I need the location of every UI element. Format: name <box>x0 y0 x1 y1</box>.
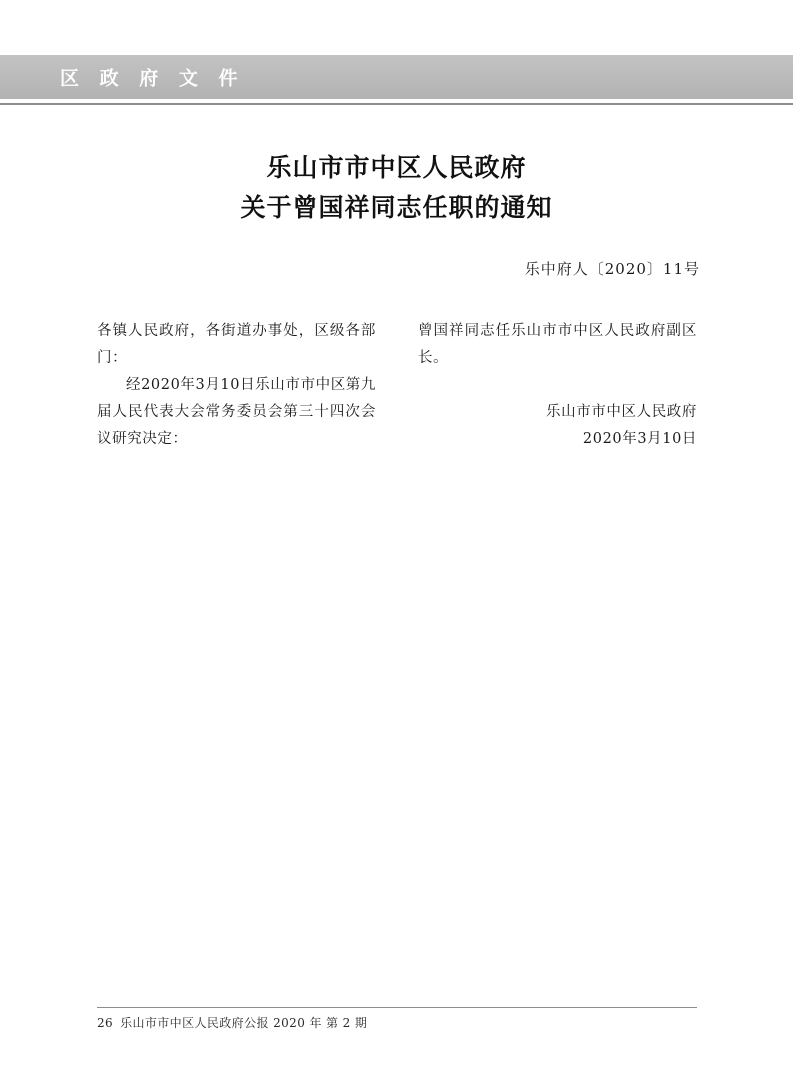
decision-paragraph: 经2020年3月10日乐山市市中区第九届人民代表大会常务委员会第三十四次会议研究决定： <box>97 377 376 447</box>
document-body <box>97 318 697 453</box>
footer-page-number: 26 <box>97 1016 114 1030</box>
document-title <box>0 148 793 228</box>
signature-block <box>418 399 697 453</box>
document-title-line-1: 乐山市市中区人民政府 <box>266 153 527 182</box>
header-banner-title: 区 政 府 文 件 <box>60 67 245 90</box>
footer-divider <box>97 1007 697 1008</box>
body-left-column <box>97 318 376 453</box>
appointment-paragraph: 曾国祥同志任乐山市市中区人民政府副区长。 <box>418 323 697 366</box>
body-right-column <box>418 318 697 453</box>
header-banner <box>0 55 793 99</box>
header-divider <box>0 103 793 105</box>
signature-date: 2020年3月10日 <box>582 431 697 447</box>
document-title-line-2: 关于曾国祥同志任职的通知 <box>240 193 553 222</box>
document-number: 乐中府人〔2020〕11号 <box>524 260 700 278</box>
footer-publication: 乐山市市中区人民政府公报 2020 年 第 2 期 <box>120 1016 368 1030</box>
signature-organization: 乐山市市中区人民政府 <box>546 404 697 420</box>
salutation-paragraph: 各镇人民政府，各街道办事处，区级各部门： <box>97 323 376 366</box>
page-footer <box>97 1014 697 1031</box>
